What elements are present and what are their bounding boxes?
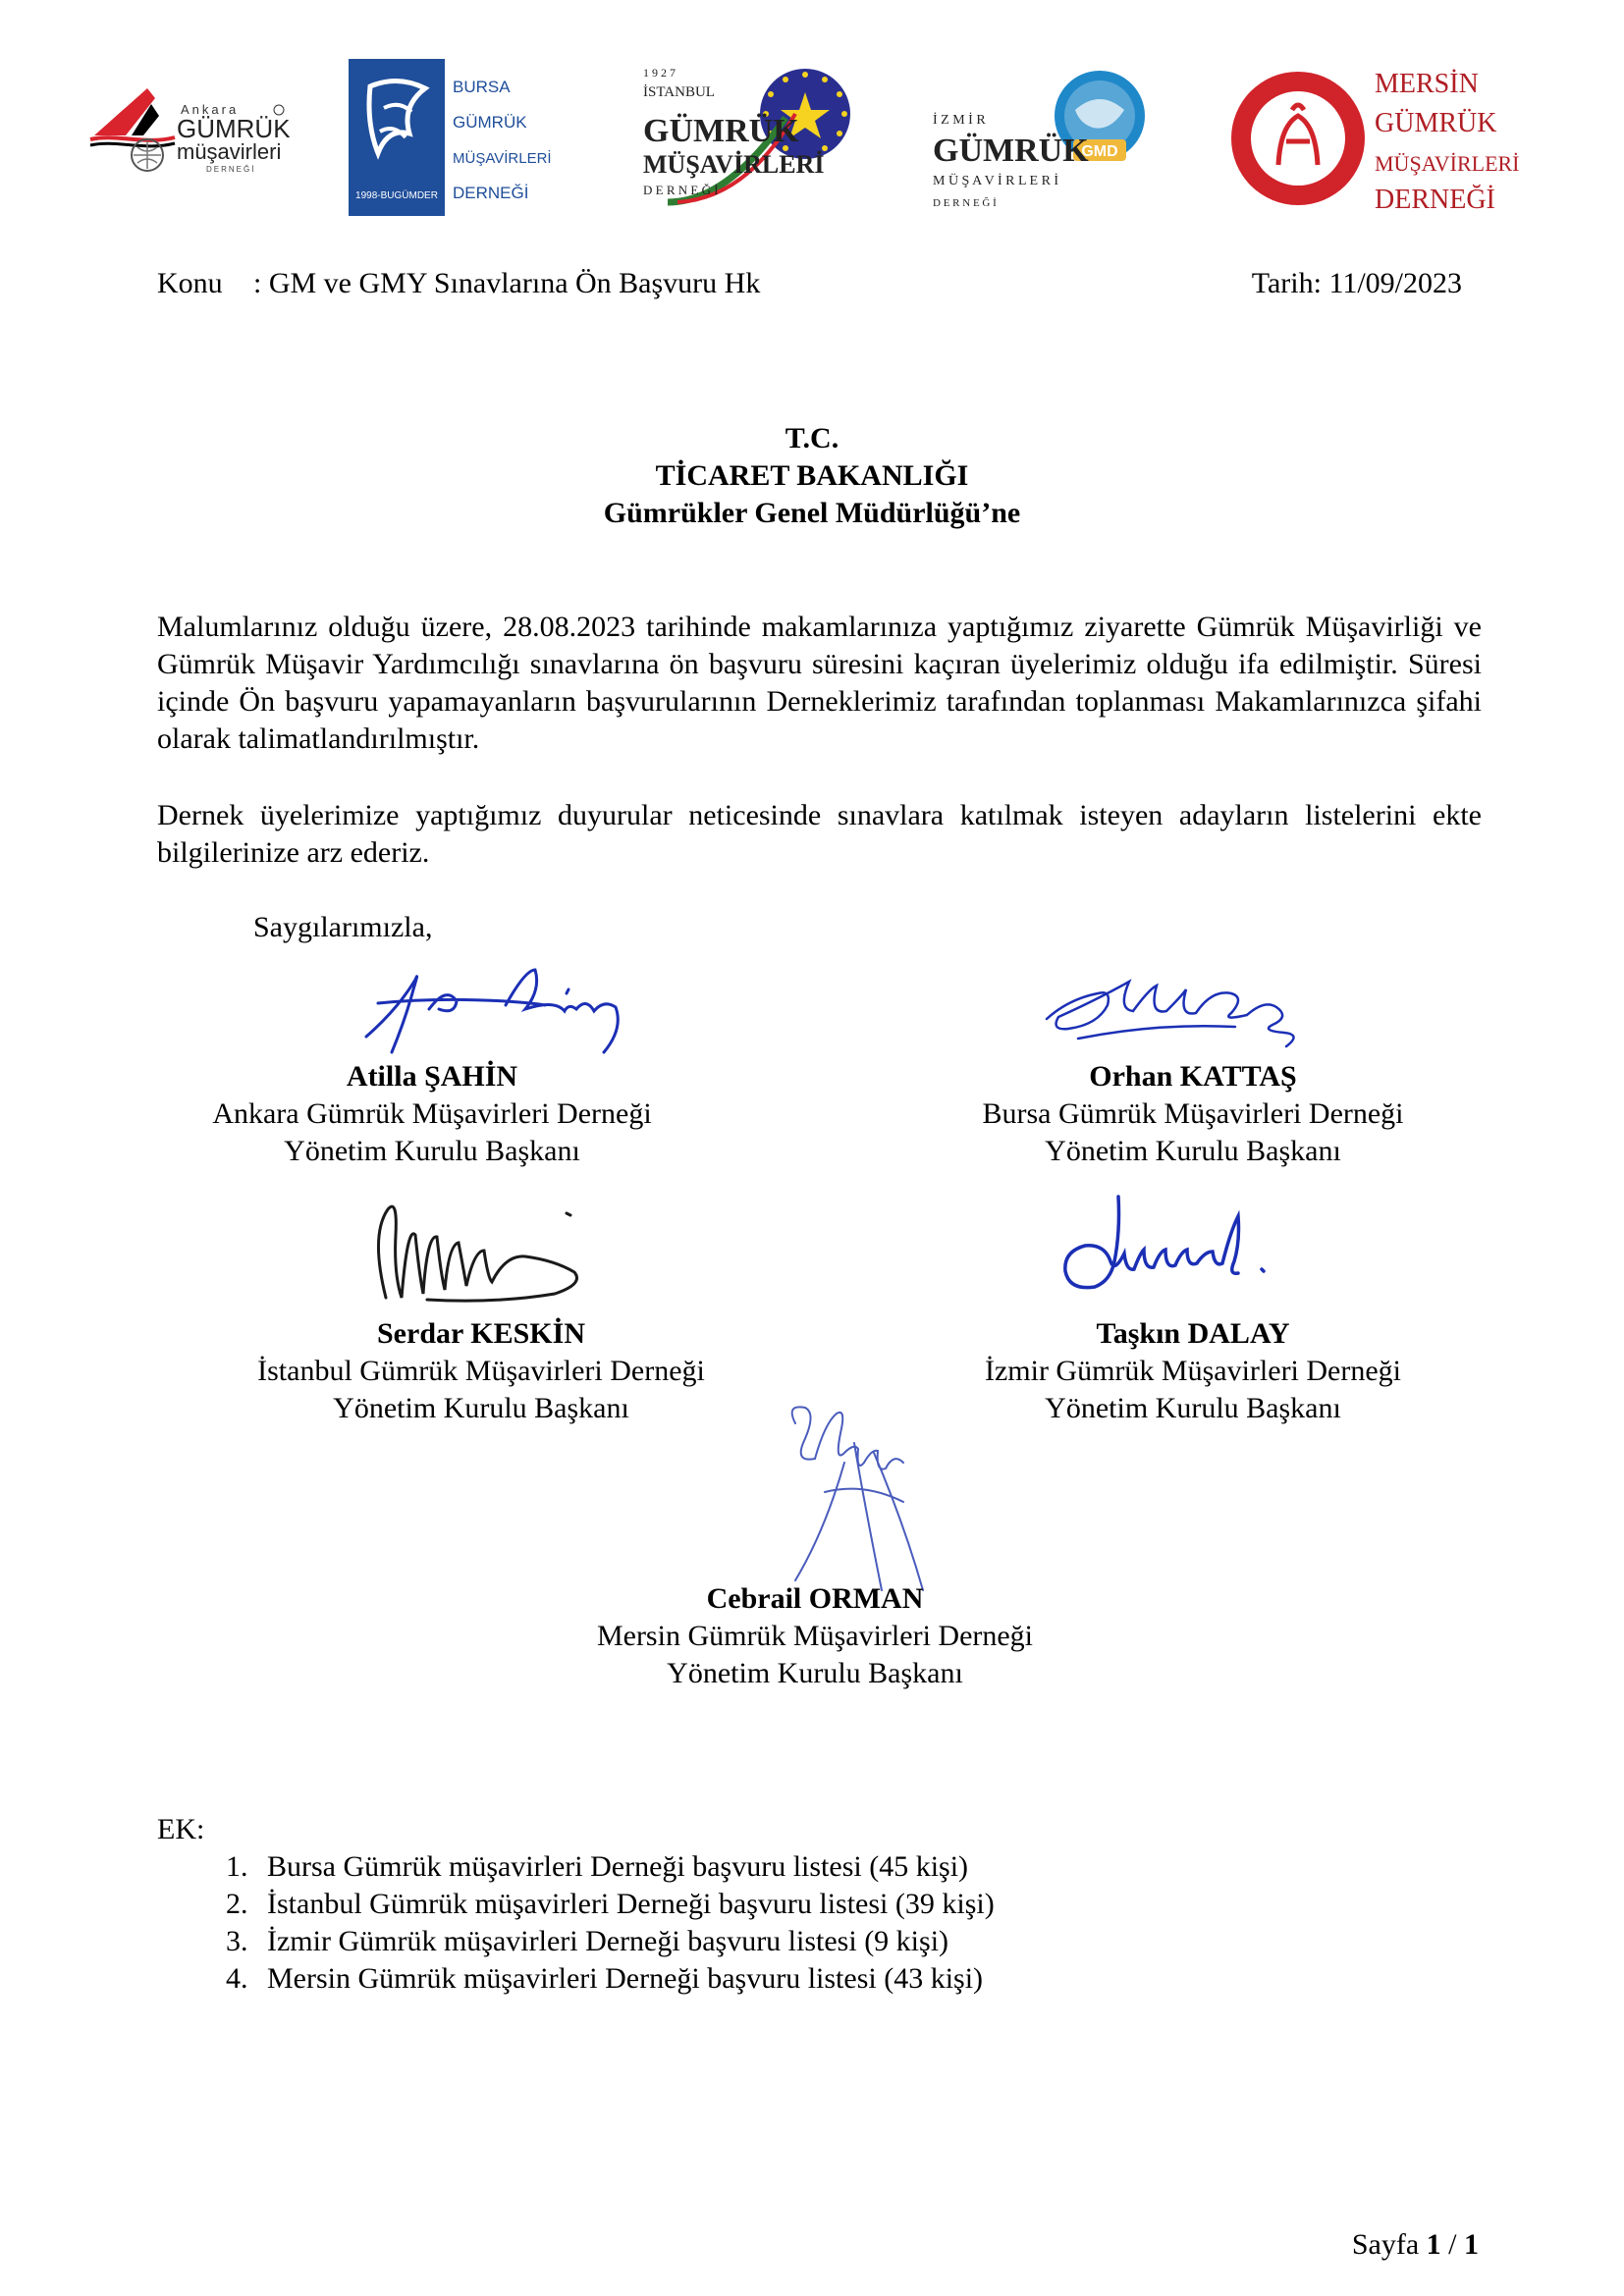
- page-prefix: Sayfa: [1351, 2228, 1420, 2261]
- annex-item: 1. Bursa Gümrük müşavirleri Derneği başvuru listesi (45 kişi): [255, 1848, 995, 1886]
- istanbul-association-logo: [638, 55, 859, 214]
- istanbul-logo-year: 1 9 2 7: [643, 66, 676, 80]
- signature-izmir: [1056, 1193, 1281, 1315]
- izmir-logo-badge: GMD: [1081, 143, 1118, 160]
- signatory-name: Taşkın DALAY: [1096, 1317, 1290, 1350]
- page-current: 1: [1426, 2228, 1441, 2261]
- signatory-organization: Ankara Gümrük Müşavirleri Derneği: [212, 1097, 652, 1130]
- document-date: Tarih: 11/09/2023: [1251, 267, 1462, 299]
- page-total: 1: [1464, 2228, 1479, 2261]
- signatory-name: Cebrail ORMAN: [706, 1582, 924, 1615]
- izmir-logo-line-1: GÜMRÜK: [933, 133, 1089, 169]
- letter-body: [157, 609, 1482, 911]
- mersin-association-logo: [1229, 57, 1520, 220]
- page-separator: /: [1448, 2228, 1457, 2261]
- body-paragraph-2: Dernek üyelerimize yaptığımız duyurular neticesinde sınavlara katılmak isteyen adayların listelerini ekte bilgilerinize arz ederiz.: [157, 799, 1482, 869]
- signature-bursa: [1039, 960, 1324, 1048]
- ankara-logo-main-text: GÜMRÜK: [177, 114, 291, 143]
- signatory-name: Atilla ŞAHİN: [346, 1060, 518, 1093]
- mersin-logo-line-4: DERNEĞİ: [1375, 185, 1495, 215]
- bursa-logo-line-3: MÜŞAVİRLERİ: [453, 150, 552, 167]
- signatory-organization: Mersin Gümrük Müşavirleri Derneği: [596, 1620, 1034, 1652]
- signatory-block-istanbul: [196, 1315, 766, 1427]
- annex-item: 2. İstanbul Gümrük müşavirleri Derneği başvuru listesi (39 kişi): [255, 1886, 995, 1923]
- signatory-organization: İzmir Gümrük Müşavirleri Derneği: [984, 1355, 1402, 1387]
- mersin-logo-line-2: GÜMRÜK: [1375, 108, 1497, 138]
- signatory-organization: İstanbul Gümrük Müşavirleri Derneği: [257, 1355, 705, 1387]
- signatory-title: Yönetim Kurulu Başkanı: [667, 1657, 963, 1689]
- ankara-logo-small-text: Ankara: [181, 102, 240, 117]
- signature-ankara: [358, 950, 653, 1060]
- ankara-logo-sub-text: müşavirleri: [177, 139, 282, 164]
- signatory-block-bursa: [943, 1058, 1443, 1170]
- ankara-association-logo: [86, 77, 293, 175]
- bursa-association-logo: [349, 59, 552, 216]
- signatory-name: Serdar KESKİN: [377, 1317, 585, 1350]
- signatory-block-ankara: [172, 1058, 692, 1170]
- signatory-organization: Bursa Gümrük Müşavirleri Derneği: [982, 1097, 1404, 1130]
- ankara-logo-tiny-text: DERNEĞİ: [206, 165, 256, 174]
- izmir-association-logo: [928, 59, 1154, 216]
- subject-label: Konu: [157, 267, 223, 299]
- bursa-logo-line-2: GÜMRÜK: [453, 113, 527, 132]
- signatory-title: Yönetim Kurulu Başkanı: [1045, 1135, 1341, 1167]
- istanbul-logo-line-2: MÜŞAVİRLERİ: [643, 150, 825, 179]
- signatory-block-mersin: [520, 1580, 1110, 1692]
- annex-block: [157, 1811, 995, 1998]
- izmir-logo-line-3: D E R N E Ğ İ: [933, 197, 997, 209]
- signatory-title: Yönetim Kurulu Başkanı: [333, 1392, 629, 1424]
- annex-list: [157, 1848, 995, 1998]
- izmir-logo-line-2: M Ü Ş A V İ R L E R İ: [933, 174, 1059, 188]
- signatory-name: Orhan KATTAŞ: [1089, 1060, 1297, 1093]
- bursa-logo-line-4: DERNEĞİ: [453, 184, 529, 202]
- istanbul-logo-city: İSTANBUL: [643, 84, 715, 100]
- signature-mersin: [756, 1394, 962, 1600]
- signatory-title: Yönetim Kurulu Başkanı: [1045, 1392, 1341, 1424]
- addressee-block: [0, 420, 1624, 532]
- page-number: [1352, 2228, 1479, 2262]
- body-paragraph-1: Malumlarınız olduğu üzere, 28.08.2023 tarihinde makamlarınıza yaptığımız ziyarette Gümrük Müşavirliği ve Gümrük Müşavir Yardımcılığı sınavlarına ön başvuru süresini kaçıran üyelerimiz olduğu ifa edilmiştir. Süresi içinde Ön başvuru yapamayanların başvurularının Derneklerimiz tarafından toplanması Makamlarınızca şifahi olarak talimatlandırılmıştır.: [157, 611, 1482, 755]
- addressee-line-3: Gümrükler Genel Müdürlüğü’ne: [603, 497, 1021, 529]
- izmir-logo-city: İ Z M İ R: [933, 113, 986, 128]
- annex-item: 4. Mersin Gümrük müşavirleri Derneği başvuru listesi (43 kişi): [255, 1960, 995, 1998]
- signatory-title: Yönetim Kurulu Başkanı: [284, 1135, 580, 1167]
- mersin-logo-line-3: MÜŞAVİRLERİ: [1375, 151, 1520, 176]
- signature-istanbul: [358, 1196, 594, 1313]
- istanbul-logo-line-3: D E R N E Ğ İ: [643, 183, 719, 197]
- bursa-logo-year: 1998-BUGÜMDER: [355, 190, 438, 201]
- addressee-line-1: T.C.: [785, 422, 839, 454]
- bursa-logo-line-1: BURSA: [453, 78, 511, 96]
- addressee-line-2: TİCARET BAKANLIĞI: [655, 459, 969, 492]
- signatory-block-izmir: [943, 1315, 1443, 1427]
- mersin-logo-line-1: MERSİN: [1375, 69, 1479, 99]
- annex-label: EK:: [157, 1813, 205, 1845]
- subject-line: [157, 267, 760, 300]
- istanbul-logo-line-1: GÜMRÜK: [643, 113, 799, 149]
- closing-salutation: Saygılarımızla,: [253, 911, 433, 943]
- annex-item: 3. İzmir Gümrük müşavirleri Derneği başvuru listesi (9 kişi): [255, 1923, 995, 1960]
- subject-value: : GM ve GMY Sınavlarına Ön Başvuru Hk: [253, 267, 761, 299]
